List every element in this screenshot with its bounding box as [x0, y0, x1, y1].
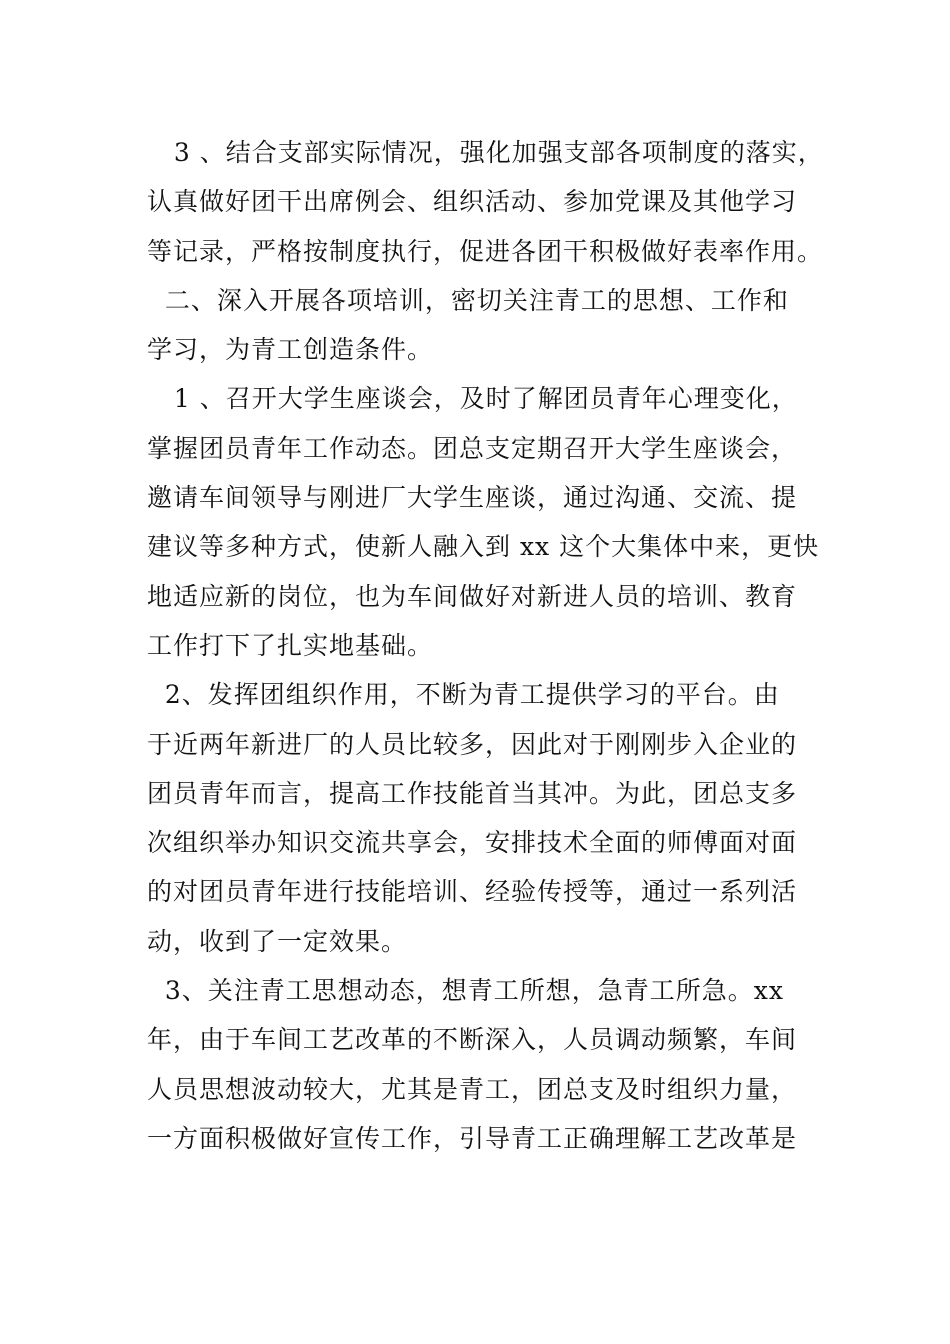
text-line: 二、深入开展各项培训，密切关注青工的思想、工作和 [147, 285, 789, 315]
text-line: 年，由于车间工艺改革的不断深入，人员调动频繁，车间 [147, 1025, 798, 1055]
text-line: 等记录，严格按制度执行，促进各团干积极做好表率作用。 [147, 236, 824, 266]
text-line: 的对团员青年进行技能培训、经验传授等，通过一系列活 [147, 877, 798, 907]
text-line: 学习，为青工创造条件。 [147, 335, 434, 365]
text-line: 团员青年而言，提高工作技能首当其冲。为此，团总支多 [147, 778, 798, 808]
document-body [147, 128, 824, 1163]
text-line: 3、关注青工思想动态，想青工所想，急青工所急。xx [147, 976, 784, 1006]
text-line: 次组织举办知识交流共享会，安排技术全面的师傅面对面 [147, 828, 798, 858]
text-line: 建议等多种方式，使新人融入到 xx 这个大集体中来，更快 [147, 532, 820, 562]
text-line: 邀请车间领导与刚进厂大学生座谈，通过沟通、交流、提 [147, 483, 798, 513]
text-line: 2、发挥团组织作用，不断为青工提供学习的平台。由 [147, 680, 780, 710]
text-line: 于近两年新进厂的人员比较多，因此对于刚刚步入企业的 [147, 729, 798, 759]
text-line: 人员思想波动较大，尤其是青工，团总支及时组织力量， [147, 1074, 798, 1104]
text-line: 一方面积极做好宣传工作，引导青工正确理解工艺改革是 [147, 1123, 798, 1153]
text-line: 3 、结合支部实际情况，强化加强支部各项制度的落实， [147, 138, 824, 167]
text-line: 掌握团员青年工作动态。团总支定期召开大学生座谈会， [147, 433, 798, 463]
text-line: 工作打下了扎实地基础。 [147, 630, 434, 660]
text-line: 认真做好团干出席例会、组织活动、参加党课及其他学习 [147, 187, 798, 217]
text-line: 1 、召开大学生座谈会，及时了解团员青年心理变化， [147, 384, 798, 414]
text-line: 地适应新的岗位，也为车间做好对新进人员的培训、教育 [147, 581, 798, 611]
text-line: 动，收到了一定效果。 [147, 926, 408, 956]
